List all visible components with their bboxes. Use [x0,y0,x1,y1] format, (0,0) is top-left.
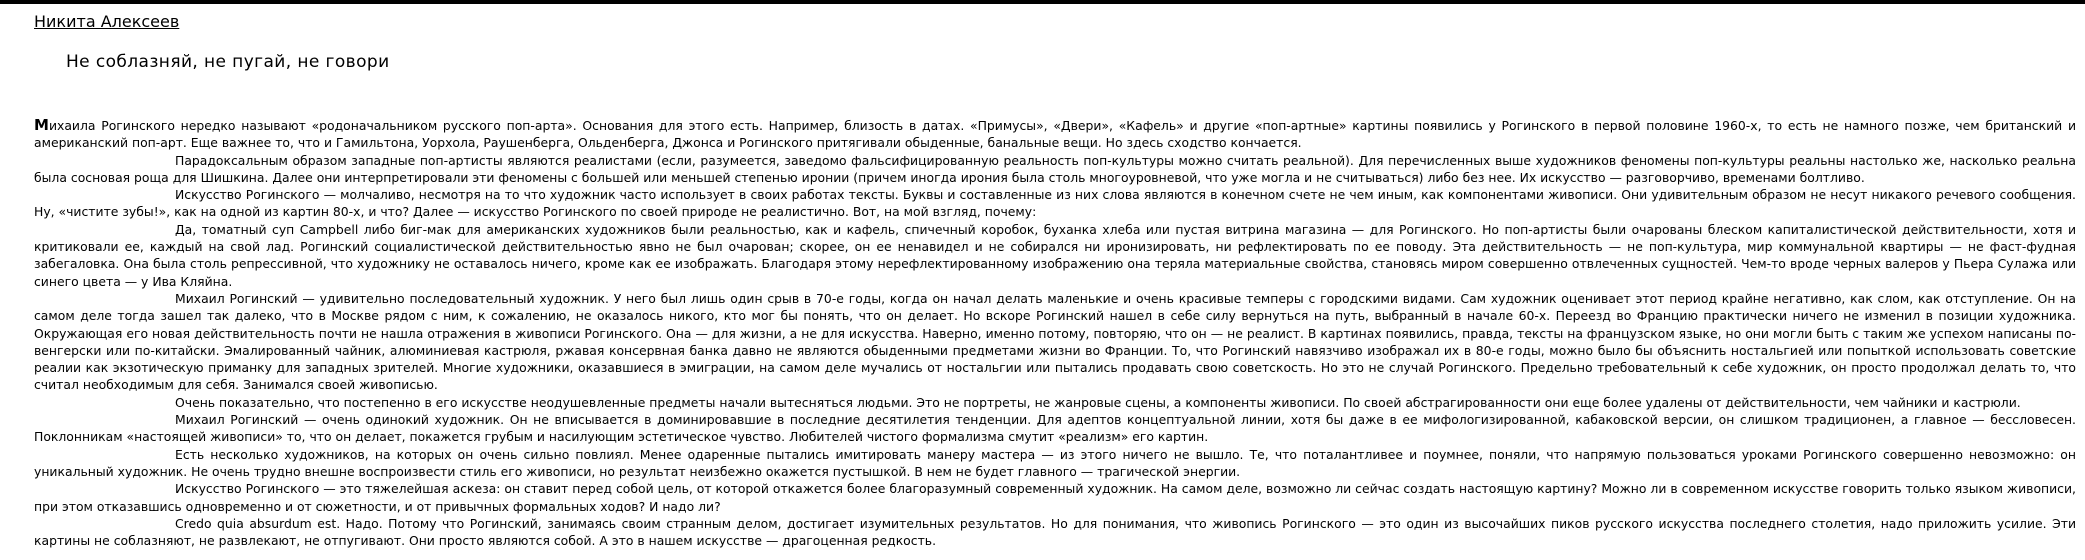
article-paragraph: Есть несколько художников, на которых он очень сильно повлиял. Менее одаренные пытались имитировать манеру мастера — из этого ничего не вышло. Те, что поталантливее и поумнее, поняли, что напрямую пользоваться уроками Рогинского совершенно невозможно: он уникальный художник. Не очень трудно внешне воспроизвести стиль его живописи, но результат неизбежно окажется пустышкой. В нем не будет главного — трагической энергии. [34,446,2076,479]
top-rule [0,0,2085,4]
article-paragraph: Михаил Рогинский — удивительно последовательный художник. У него был лишь один срыв в 70-е годы, когда он начал делать маленькие и очень красивые темперы с городскими видами. Сам художник оценивает этот период крайне негативно, как слом, как отступление. Он на самом деле тогда зашел так далеко, что в Москве рядом с ним, к сожалению, не оказалось никого, кто мог бы понять, что он делает. Но вскоре Рогинский нашел в себе силу вернуться на путь, выбранный в начале 60-х. Переезд во Францию практически ничего не изменил в позиции художника. Окружающая его новая действительность почти не нашла отражения в живописи Рогинского. Она — для жизни, а не для искусства. Наверно, именно потому, повторяю, что он — не реалист. В картинах появились, правда, тексты на французском языке, но они могли быть с таким же успехом написаны по-венгерски или по-китайски. Эмалированный чайник, алюминиевая кастрюля, ржавая консервная банка давно не являются обыденными предметами жизни во Франции. То, что Рогинский навязчиво изображал их в 80-е годы, можно было бы объяснить ностальгией или попыткой использовать советские реалии как экзотическую приманку для западных зрителей. Многие художники, оказавшиеся в эмиграции, на самом деле мучались от ностальгии или пытались продавать свою советскость. Но это не случай Рогинского. Предельно требовательный к себе художник, он просто продолжал делать то, что считал необходимым для себя. Занимался своей живописью. [34,290,2076,393]
article-paragraph-lead [34,117,2076,152]
article-paragraph: Credo quia absurdum est. Надо. Потому что Рогинский, занимаясь своим странным делом, достигает изумительных результатов. Но для понимания, что живопись Рогинского — это один из высочайших пиков русского искусства последнего столетия, надо приложить усилие. Эти картины не соблазняют, не развлекают, не отпугивают. Они просто являются собой. А это в нашем искусстве — драгоценная редкость. [34,515,2076,549]
article-title: Не соблазняй, не пугай, не говори [66,52,390,72]
author-link[interactable]: Никита Алексеев [34,12,180,31]
article-paragraph: Парадоксальным образом западные поп-артисты являются реалистами (если, разумеется, заведомо фальсифицированную реальность поп-культуры можно считать реальной). Для перечисленных выше художников феномены поп-культуры реальны настолько же, насколько реальна была сосновая роща для Шишкина. Далее они интерпретировали эти феномены с большей или меньшей степенью иронии (причем иногда ирония была столь многоуровневой, что уже могла и не считываться) либо без нее. Их искусство — разговорчиво, временами болтливо. [34,152,2076,185]
lead-paragraph-text: ихаила Рогинского нередко называют «родоначальником русского поп-арта». Основания для этого есть. Например, близость в датах. «Примусы», «Двери», «Кафель» и другие «поп-артные» картины появились у Рогинского в первой половине 1960-х, то есть не намного позже, чем британский и американский поп-арт. Еще важнее то, что и Гамильтона, Уорхола, Раушенберга, Ольденберга, Джонса и Рогинского притягивали обыденные, банальные вещи. Но здесь сходство кончается. [34,118,2076,151]
article-paragraph: Искусство Рогинского — молчаливо, несмотря на то что художник часто использует в своих работах тексты. Буквы и составленные из них слова являются в конечном счете не чем иным, как компонентами живописи. Они удивительным образом не несут никакого речевого сообщения. Ну, «чистите зубы!», как на одной из картин 80-х, и что? Далее — искусство Рогинского по своей природе не реалистично. Вот, на мой взгляд, почему: [34,187,2076,220]
article-paragraph: Да, томатный суп Campbell либо биг-мак для американских художников были реальностью, как и кафель, спичечный коробок, буханка хлеба или пустая витрина магазина — для Рогинского. Но поп-артисты были очарованы блеском капиталистической действительности, хотя и критиковали ее, каждый на свой лад. Рогинский социалистической действительностью явно не был очарован; скорее, он ее ненавидел и не собирался ни иронизировать, ни рефлектировать по ее поводу. Эта действительность — не поп-культура, мир коммунальной квартиры — не фаст-фудная забегаловка. Она была столь репрессивной, что художнику не оставалось ничего, кроме как ее изображать. Благодаря этому нерефлектированному изображению она теряла материальные свойства, становясь миром совершенно отвлеченных сущностей. Чем-то вроде черных валеров у Пьера Сулажа или синего цвета — у Ива Кляйна. [34,221,2076,289]
article-body [34,117,2076,549]
article-paragraph: Михаил Рогинский — очень одинокий художник. Он не вписывается в доминировавшие в последние десятилетия тенденции. Для адептов концептуальной линии, хотя бы даже в ее мифологизированной, кабаковской версии, он слишком традиционен, а главное — бессловесен. Поклонникам «настоящей живописи» то, что он делает, покажется грубым и насилующим эстетическое чувство. Любителей чистого формализма смутит «реализм» его картин. [34,412,2076,445]
drop-cap-initial: М [34,116,49,134]
article-paragraph: Очень показательно, что постепенно в его искусстве неодушевленные предметы начали вытесняться людьми. Это не портреты, не жанровые сцены, а компоненты живописи. По своей абстрагированности они еще более удалены от действительности, чем чайники и кастрюли. [175,394,2021,410]
article-paragraph: Искусство Рогинского — это тяжелейшая аскеза: он ставит перед собой цель, от которой откажется более благоразумный современный художник. На самом деле, возможно ли сейчас создать настоящую картину? Можно ли в современном искусстве говорить только языком живописи, при этом отказавшись одновременно и от сюжетности, и от привычных формальных ходов? И надо ли? [34,481,2076,514]
